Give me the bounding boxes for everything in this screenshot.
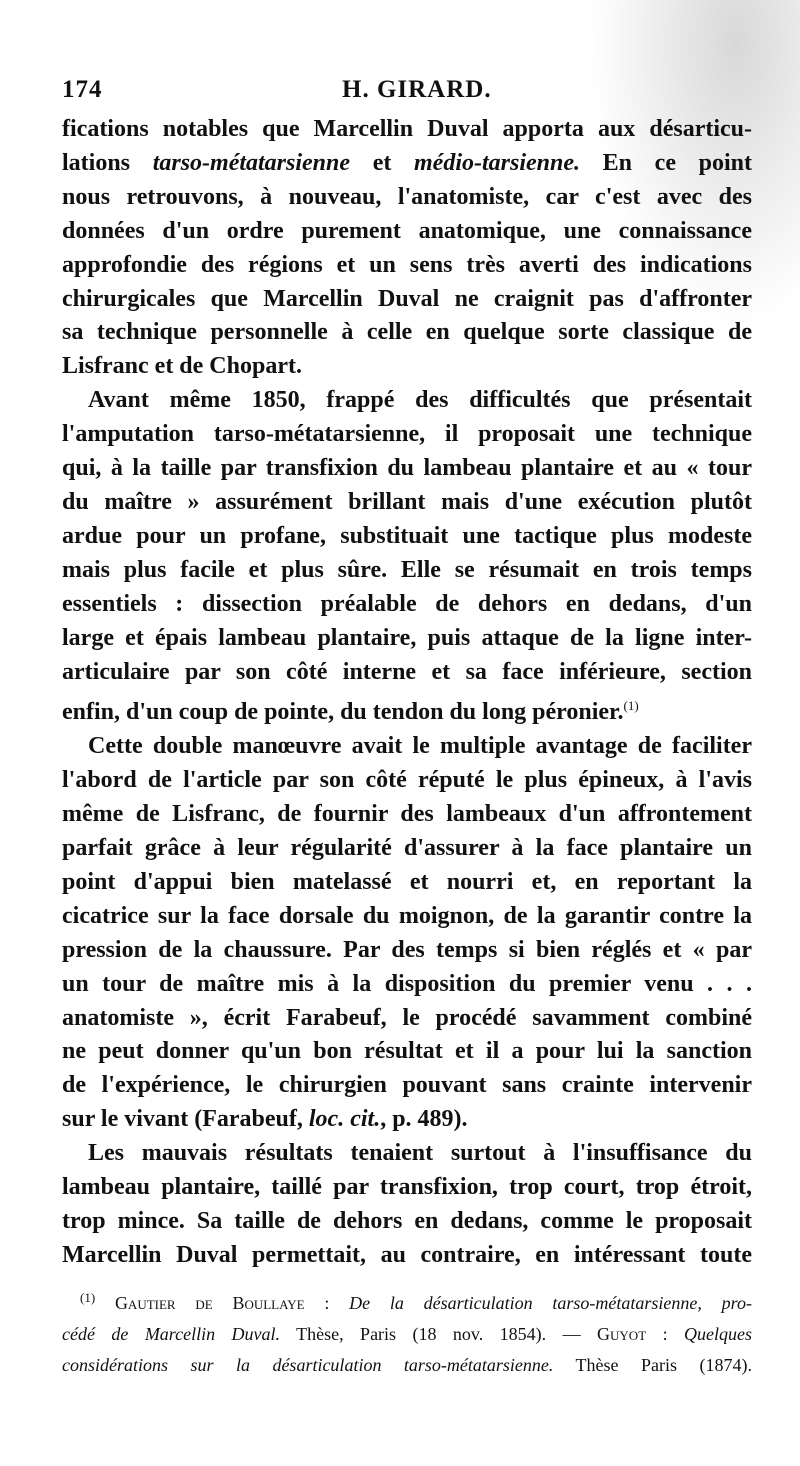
text-span: et bbox=[350, 149, 414, 176]
text-line bbox=[62, 1103, 752, 1137]
text-line: mais plus facile et plus sûre. Elle se résumait en trois temps bbox=[62, 556, 752, 583]
text-line: Marcellin Duval permettait, au contraire, en intéressant toute bbox=[62, 1241, 752, 1268]
text-span: En ce point bbox=[580, 149, 753, 176]
text-line: approfondie des régions et un sens très averti des indications bbox=[62, 251, 752, 278]
italic-term: médio-tarsienne. bbox=[414, 149, 580, 176]
text-line: Les mauvais résultats tenaient surtout à l'insuffisance du bbox=[88, 1140, 752, 1167]
text-span: lations bbox=[62, 149, 153, 176]
footnote-author: Guyot bbox=[597, 1324, 647, 1344]
page-number: 174 bbox=[62, 76, 103, 103]
text-span: Thèse Paris (1874). bbox=[553, 1355, 752, 1375]
text-line: fications notables que Marcellin Duval apporta aux désarticu- bbox=[62, 116, 752, 142]
text-line: de l'expérience, le chirurgien pouvant sans crainte intervenir bbox=[62, 1072, 752, 1099]
text-line: du maître » assurément brillant mais d'une exécution plutôt bbox=[62, 488, 752, 515]
text-line: Cette double manœuvre avait le multiple avantage de faciliter bbox=[88, 733, 752, 760]
footnote-marker: (1) bbox=[80, 1290, 96, 1305]
text-line: essentiels : dissection préalable de dehors en dedans, d'un bbox=[62, 590, 752, 617]
text-line: un tour de maître mis à la disposition du premier venu . . . bbox=[62, 970, 752, 997]
text-line: Avant même 1850, frappé des difficultés que présentait bbox=[88, 387, 752, 414]
italic-term: loc. cit. bbox=[308, 1106, 381, 1133]
text-line: nous retrouvons, à nouveau, l'anatomiste, car c'est avec des bbox=[62, 183, 752, 210]
running-title: H. GIRARD. bbox=[342, 76, 492, 103]
text-span: , p. 489). bbox=[380, 1106, 468, 1133]
text-line: ne peut donner qu'un bon résultat et il a pour lui la sanction bbox=[62, 1038, 752, 1065]
italic-term: tarso-métatarsienne bbox=[152, 149, 351, 176]
text-line: Lisfranc et de Chopart. bbox=[62, 353, 302, 380]
running-head bbox=[62, 76, 738, 108]
footnote-line bbox=[62, 1282, 752, 1319]
text-span: sur le vivant (Farabeuf, bbox=[62, 1106, 309, 1133]
text-line: données d'un ordre purement anatomique, une connaissance bbox=[62, 217, 752, 244]
text-line: cicatrice sur la face dorsale du moignon, de la garantir contre la bbox=[62, 902, 752, 929]
text-line: pression de la chaussure. Par des temps si bien réglés et « par bbox=[62, 936, 752, 963]
text-line: lambeau plantaire, taillé par transfixion, trop court, trop étroit, bbox=[62, 1174, 752, 1201]
text-line: même de Lisfranc, de fournir des lambeaux d'un affrontement bbox=[62, 801, 752, 828]
footnote-title: considérations sur la désarticulation tarso-métatarsienne. bbox=[62, 1355, 554, 1375]
text-line: articulaire par son côté interne et sa face inférieure, section bbox=[62, 658, 752, 685]
footnote-line bbox=[62, 1319, 752, 1350]
text-line: l'abord de l'article par son côté réputé le plus épineux, à l'avis bbox=[62, 767, 752, 794]
footnote-title: cédé de Marcellin Duval. bbox=[62, 1324, 281, 1344]
text-line: l'amputation tarso-métatarsienne, il proposait une technique bbox=[62, 421, 752, 448]
text-line bbox=[62, 147, 752, 181]
text-line: chirurgicales que Marcellin Duval ne craignit pas d'affronter bbox=[62, 285, 752, 312]
text-line bbox=[62, 689, 752, 730]
footnote-title: De la désarticulation tarso-métatarsienne, pro- bbox=[349, 1293, 752, 1313]
text-line: point d'appui bien matelassé et nourri et, en reportant la bbox=[62, 868, 752, 895]
footnote-ref: (1) bbox=[623, 698, 639, 714]
text-span: Thèse, Paris (18 nov. 1854). — bbox=[280, 1324, 598, 1344]
text-line: large et épais lambeau plantaire, puis attaque de la ligne inter- bbox=[62, 624, 752, 651]
footnotes bbox=[62, 1282, 752, 1381]
text-span: : bbox=[304, 1293, 350, 1313]
text-line: anatomiste », écrit Farabeuf, le procédé savamment combiné bbox=[62, 1004, 752, 1031]
text-span: : bbox=[646, 1324, 684, 1344]
text-span: enfin, d'un coup de pointe, du tendon du long péronier. bbox=[62, 699, 624, 726]
body-text bbox=[62, 113, 752, 1273]
text-line: ardue pour un profane, substituait une tactique plus modeste bbox=[62, 522, 752, 549]
text-line: parfait grâce à leur régularité d'assurer à la face plantaire un bbox=[62, 835, 752, 862]
text-line: sa technique personnelle à celle en quelque sorte classique de bbox=[62, 319, 752, 346]
footnote-title: Quelques bbox=[684, 1324, 752, 1344]
text-line: trop mince. Sa taille de dehors en dedans, comme le proposait bbox=[62, 1208, 752, 1234]
footnote-line bbox=[62, 1350, 752, 1381]
text-line: qui, à la taille par transfixion du lambeau plantaire et au « tour bbox=[62, 455, 752, 482]
footnote-author: Gautier de Boullaye bbox=[114, 1293, 305, 1313]
